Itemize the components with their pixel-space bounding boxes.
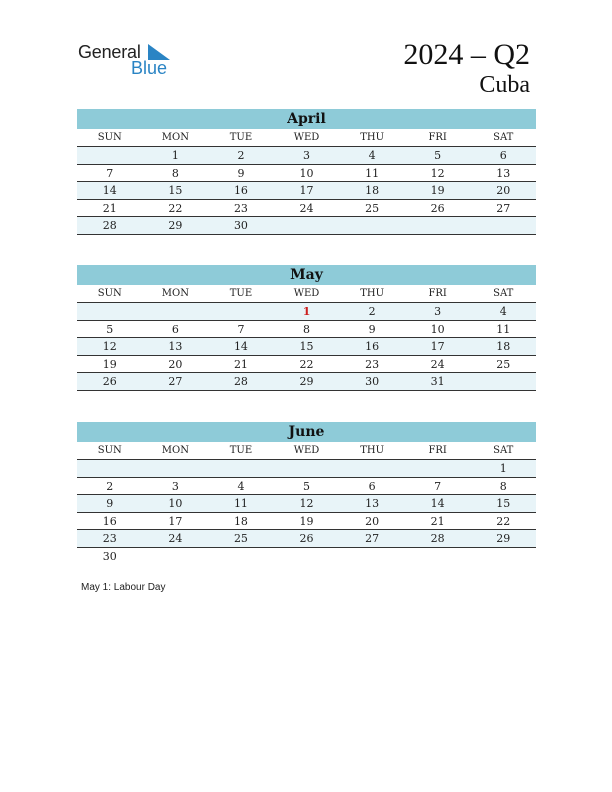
day-cell: 16 (365, 340, 380, 353)
weekday-label: SUN (97, 288, 122, 299)
weekday-header-row (77, 285, 536, 303)
day-cell: 8 (499, 479, 507, 493)
page-title: 2024 – Q2 (403, 38, 530, 71)
day-cell: 14 (233, 340, 248, 353)
day-cell: 11 (233, 497, 248, 510)
day-cell: 31 (430, 375, 445, 388)
day-cell (208, 548, 274, 565)
day-cell: 16 (233, 184, 248, 197)
day-cell (339, 217, 405, 234)
weekday-header-row (77, 442, 536, 460)
day-cell: 23 (233, 201, 248, 215)
day-cell: 20 (365, 514, 380, 528)
day-cell: 27 (496, 201, 511, 215)
day-cell: 25 (496, 357, 511, 371)
day-cell: 30 (233, 219, 248, 232)
day-cell: 7 (434, 479, 442, 493)
day-cell: 1 (499, 462, 507, 475)
weekday-label: TUE (229, 288, 253, 299)
weekday-label: THU (360, 288, 385, 299)
week-row (77, 321, 536, 339)
day-cell: 10 (299, 166, 314, 180)
day-cell: 27 (365, 532, 380, 545)
day-cell: 22 (168, 201, 183, 215)
weekday-label: TUE (229, 132, 253, 143)
day-cell: 22 (299, 357, 314, 371)
day-cell: 3 (303, 149, 311, 162)
day-cell: 8 (303, 322, 311, 336)
day-cell: 9 (106, 497, 114, 510)
day-cell: 23 (365, 357, 380, 371)
day-cell: 24 (430, 357, 445, 371)
day-cell (274, 548, 340, 565)
holiday-note: May 1: Labour Day (81, 582, 166, 593)
day-cell (405, 217, 471, 234)
weekday-label: SUN (97, 445, 122, 456)
day-cell: 26 (299, 532, 314, 545)
day-cell: 8 (171, 166, 179, 180)
weekday-label: MON (161, 445, 189, 456)
day-cell: 19 (299, 514, 314, 528)
month-header: June (77, 422, 536, 442)
day-cell: 7 (237, 322, 245, 336)
day-cell: 12 (299, 497, 314, 510)
week-row (77, 460, 536, 478)
week-row (77, 373, 536, 391)
day-cell: 28 (430, 532, 445, 545)
day-cell: 2 (237, 149, 245, 162)
weekday-label: SAT (493, 445, 514, 456)
day-cell (77, 460, 143, 477)
day-cell (339, 460, 405, 477)
day-cell: 9 (237, 166, 245, 180)
day-cell: 2 (368, 305, 376, 318)
day-cell: 29 (168, 219, 183, 232)
day-cell (470, 548, 536, 565)
weekday-label: WED (293, 445, 320, 456)
day-cell (405, 548, 471, 565)
day-cell: 19 (102, 357, 117, 371)
week-row (77, 548, 536, 565)
day-cell: 30 (102, 549, 117, 563)
weekday-label: SAT (493, 288, 514, 299)
week-row (77, 513, 536, 531)
day-cell (77, 303, 143, 320)
day-cell: 22 (496, 514, 511, 528)
logo (78, 42, 178, 78)
day-cell: 25 (233, 532, 248, 545)
day-cell (143, 303, 209, 320)
day-cell: 5 (303, 479, 311, 493)
day-cell: 29 (496, 532, 511, 545)
day-cell: 20 (496, 184, 511, 197)
weekday-header-row (77, 129, 536, 147)
month-april (77, 109, 536, 235)
week-row (77, 530, 536, 548)
day-cell: 14 (102, 184, 117, 197)
week-row (77, 217, 536, 235)
weekday-label: SAT (493, 132, 514, 143)
day-cell: 23 (102, 532, 117, 545)
day-cell: 5 (434, 149, 442, 162)
weekday-label: FRI (428, 288, 447, 299)
week-row (77, 303, 536, 321)
week-row (77, 356, 536, 374)
week-row (77, 495, 536, 513)
month-header: May (77, 265, 536, 285)
day-cell: 20 (168, 357, 183, 371)
day-cell: 12 (102, 340, 117, 353)
day-cell: 21 (102, 201, 117, 215)
day-cell (339, 548, 405, 565)
day-cell: 11 (365, 166, 380, 180)
day-cell: 21 (233, 357, 248, 371)
day-cell: 4 (368, 149, 376, 162)
day-cell: 21 (430, 514, 445, 528)
week-row (77, 200, 536, 218)
day-cell: 10 (430, 322, 445, 336)
day-cell: 4 (499, 305, 507, 318)
day-cell: 6 (499, 149, 507, 162)
day-cell: 29 (299, 375, 314, 388)
day-cell (77, 147, 143, 164)
weekday-label: MON (161, 288, 189, 299)
week-row (77, 478, 536, 496)
day-cell: 18 (496, 340, 511, 353)
day-cell: 24 (168, 532, 183, 545)
day-cell: 18 (233, 514, 248, 528)
day-cell: 17 (430, 340, 445, 353)
day-cell: 12 (430, 166, 445, 180)
month-june (77, 422, 536, 564)
day-cell: 28 (102, 219, 117, 232)
day-cell (274, 460, 340, 477)
day-cell: 5 (106, 322, 114, 336)
weekday-label: SUN (97, 132, 122, 143)
day-cell (274, 217, 340, 234)
day-cell: 6 (171, 322, 179, 336)
day-cell: 13 (496, 166, 511, 180)
month-may (77, 265, 536, 391)
day-cell (208, 303, 274, 320)
weekday-label: FRI (428, 132, 447, 143)
day-cell (470, 373, 536, 390)
weekday-label: TUE (229, 445, 253, 456)
day-cell: 10 (168, 497, 183, 510)
day-cell: 25 (365, 201, 380, 215)
day-cell: 9 (368, 322, 376, 336)
day-cell: 27 (168, 375, 183, 388)
logo-text-blue: Blue (131, 58, 168, 78)
day-cell: 6 (368, 479, 376, 493)
day-cell (470, 217, 536, 234)
day-cell: 24 (299, 201, 314, 215)
day-cell: 7 (106, 166, 114, 180)
day-cell: 16 (102, 514, 117, 528)
day-cell (405, 460, 471, 477)
day-cell: 17 (168, 514, 183, 528)
day-cell: 3 (171, 479, 179, 493)
day-cell: 4 (237, 479, 245, 493)
day-cell: 3 (434, 305, 442, 318)
day-cell: 18 (365, 184, 380, 197)
day-cell: 30 (365, 375, 380, 388)
day-cell (143, 548, 209, 565)
weekday-label: WED (293, 288, 320, 299)
day-cell: 17 (299, 184, 314, 197)
day-cell (208, 460, 274, 477)
day-cell (143, 460, 209, 477)
day-cell: 13 (365, 497, 380, 510)
week-row (77, 165, 536, 183)
weekday-label: MON (161, 132, 189, 143)
day-cell: 1 (302, 305, 311, 318)
week-row (77, 147, 536, 165)
weekday-label: WED (293, 132, 320, 143)
weekday-label: THU (360, 132, 385, 143)
page-subtitle: Cuba (479, 72, 530, 98)
day-cell: 14 (430, 497, 445, 510)
day-cell: 13 (168, 340, 183, 353)
day-cell: 15 (299, 340, 314, 353)
weekday-label: THU (360, 445, 385, 456)
day-cell: 2 (106, 479, 114, 493)
day-cell: 11 (496, 322, 511, 336)
week-row (77, 182, 536, 200)
weekday-label: FRI (428, 445, 447, 456)
day-cell: 26 (430, 201, 445, 215)
day-cell: 28 (233, 375, 248, 388)
week-row (77, 338, 536, 356)
logo-text-general: General (78, 42, 141, 62)
day-cell: 15 (168, 184, 183, 197)
day-cell: 26 (102, 375, 117, 388)
month-header: April (77, 109, 536, 129)
day-cell: 19 (430, 184, 445, 197)
day-cell: 1 (171, 149, 179, 162)
day-cell: 15 (496, 497, 511, 510)
